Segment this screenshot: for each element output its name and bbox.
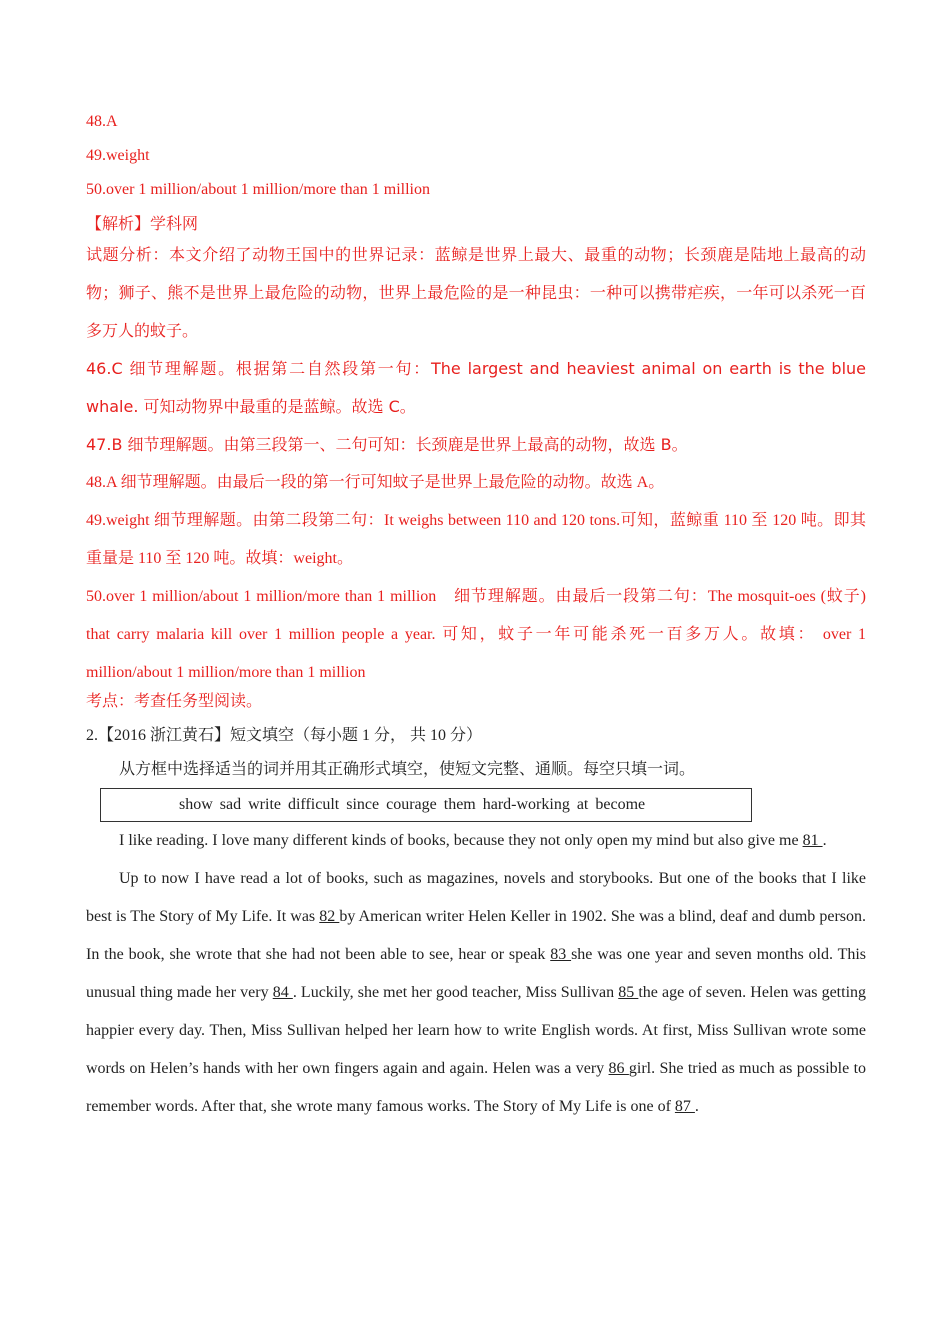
kaodian: 考点：考查任务型阅读。	[86, 693, 263, 710]
blank-85: 85	[618, 984, 639, 1001]
passage-text: Up to now I have read a lot of books, such as magazines, novels and storybooks. But one of the books that I like best is The Story of My Life. It was	[86, 870, 866, 925]
passage-text: she was one year and seven months old. This unusual thing made her very	[86, 946, 867, 1001]
word-box-words: show sad write difficult since courage them hard-working at become	[179, 796, 646, 813]
passage-text: . Luckily, she met her good teacher, Miss Sullivan	[292, 984, 619, 1001]
passage-text: .	[694, 1098, 699, 1115]
passage-paragraph-1	[86, 822, 866, 860]
passage-paragraph-2	[86, 860, 866, 1126]
jiexi-label: 【解析】学科网	[86, 214, 199, 233]
passage-text: girl. She tried as much as possible to remember words. After that, she wrote many famous works. The Story of My Life is one of	[86, 1060, 867, 1115]
instruction: 从方框中选择适当的词并用其正确形式填空，使短文完整、通顺。每空只填一词。	[119, 761, 696, 778]
blank-83: 83	[550, 946, 572, 963]
explanation-47: 47.B 细节理解题。由第三段第一、二句可知：长颈鹿是世界上最高的动物，故选 B。	[86, 435, 688, 454]
explanation-46: 46.C 细节理解题。根据第二自然段第一句：The largest and heaviest animal on earth is the blue whale. 可知动物界中最重的是蓝鲸。故选 C。	[86, 359, 866, 416]
blank-86: 86	[608, 1060, 629, 1077]
answer-48: 48.A	[86, 113, 118, 130]
blank-81: 81	[802, 832, 823, 849]
passage-text: the age of seven. Helen was getting happier every day. Then, Miss Sullivan helped her learn how to write English words. At first, Miss Sullivan wrote some words on Helen’s hands with her own fingers again and again. Helen was a very	[86, 984, 867, 1077]
analysis-paragraph: 试题分析：本文介绍了动物王国中的世界记录：蓝鲸是世界上最大、最重的动物；长颈鹿是陆地上最高的动物；狮子、熊不是世界上最危险的动物，世界上最危险的是一种昆虫：一种可以携带疟疾，一年可以杀死一百多万人的蚊子。	[86, 245, 866, 340]
question-title: 2.【2016 浙江黄石】短文填空（每小题 1 分， 共 10 分）	[86, 727, 483, 744]
explanation-49: 49.weight 细节理解题。由第二段第二句：It weighs between 110 and 120 tons.可知，蓝鲸重 110 至 120 吨。即其重量是 110 至 120 吨。故填：weight。	[86, 512, 866, 567]
word-box	[100, 788, 752, 822]
blank-84: 84	[272, 984, 293, 1001]
blank-87: 87	[674, 1098, 695, 1115]
explanation-50: 50.over 1 million/about 1 million/more than 1 million 细节理解题。由最后一段第二句：The mosquit-oes (蚊子) that carry malaria kill over 1 million people a year. 可知，蚊子一年可能杀死一百多万人。故填： over 1 million/about 1 million/more than 1 million	[86, 588, 866, 681]
answer-49: 49.weight	[86, 147, 150, 164]
answer-50: 50.over 1 million/about 1 million/more than 1 million	[86, 181, 430, 198]
passage-text: .	[822, 832, 827, 849]
explanation-48: 48.A 细节理解题。由最后一段的第一行可知蚊子是世界上最危险的动物。故选 A。	[86, 474, 665, 491]
passage-text: by American writer Helen Keller in 1902. She was a blind, deaf and dumb person. In the book, she wrote that she had not been able to see, hear or speak	[86, 908, 867, 963]
blank-82: 82	[319, 908, 340, 925]
document-page	[86, 112, 866, 1126]
passage-text: I like reading. I love many different kinds of books, because they not only open my mind but also give me	[119, 832, 803, 849]
